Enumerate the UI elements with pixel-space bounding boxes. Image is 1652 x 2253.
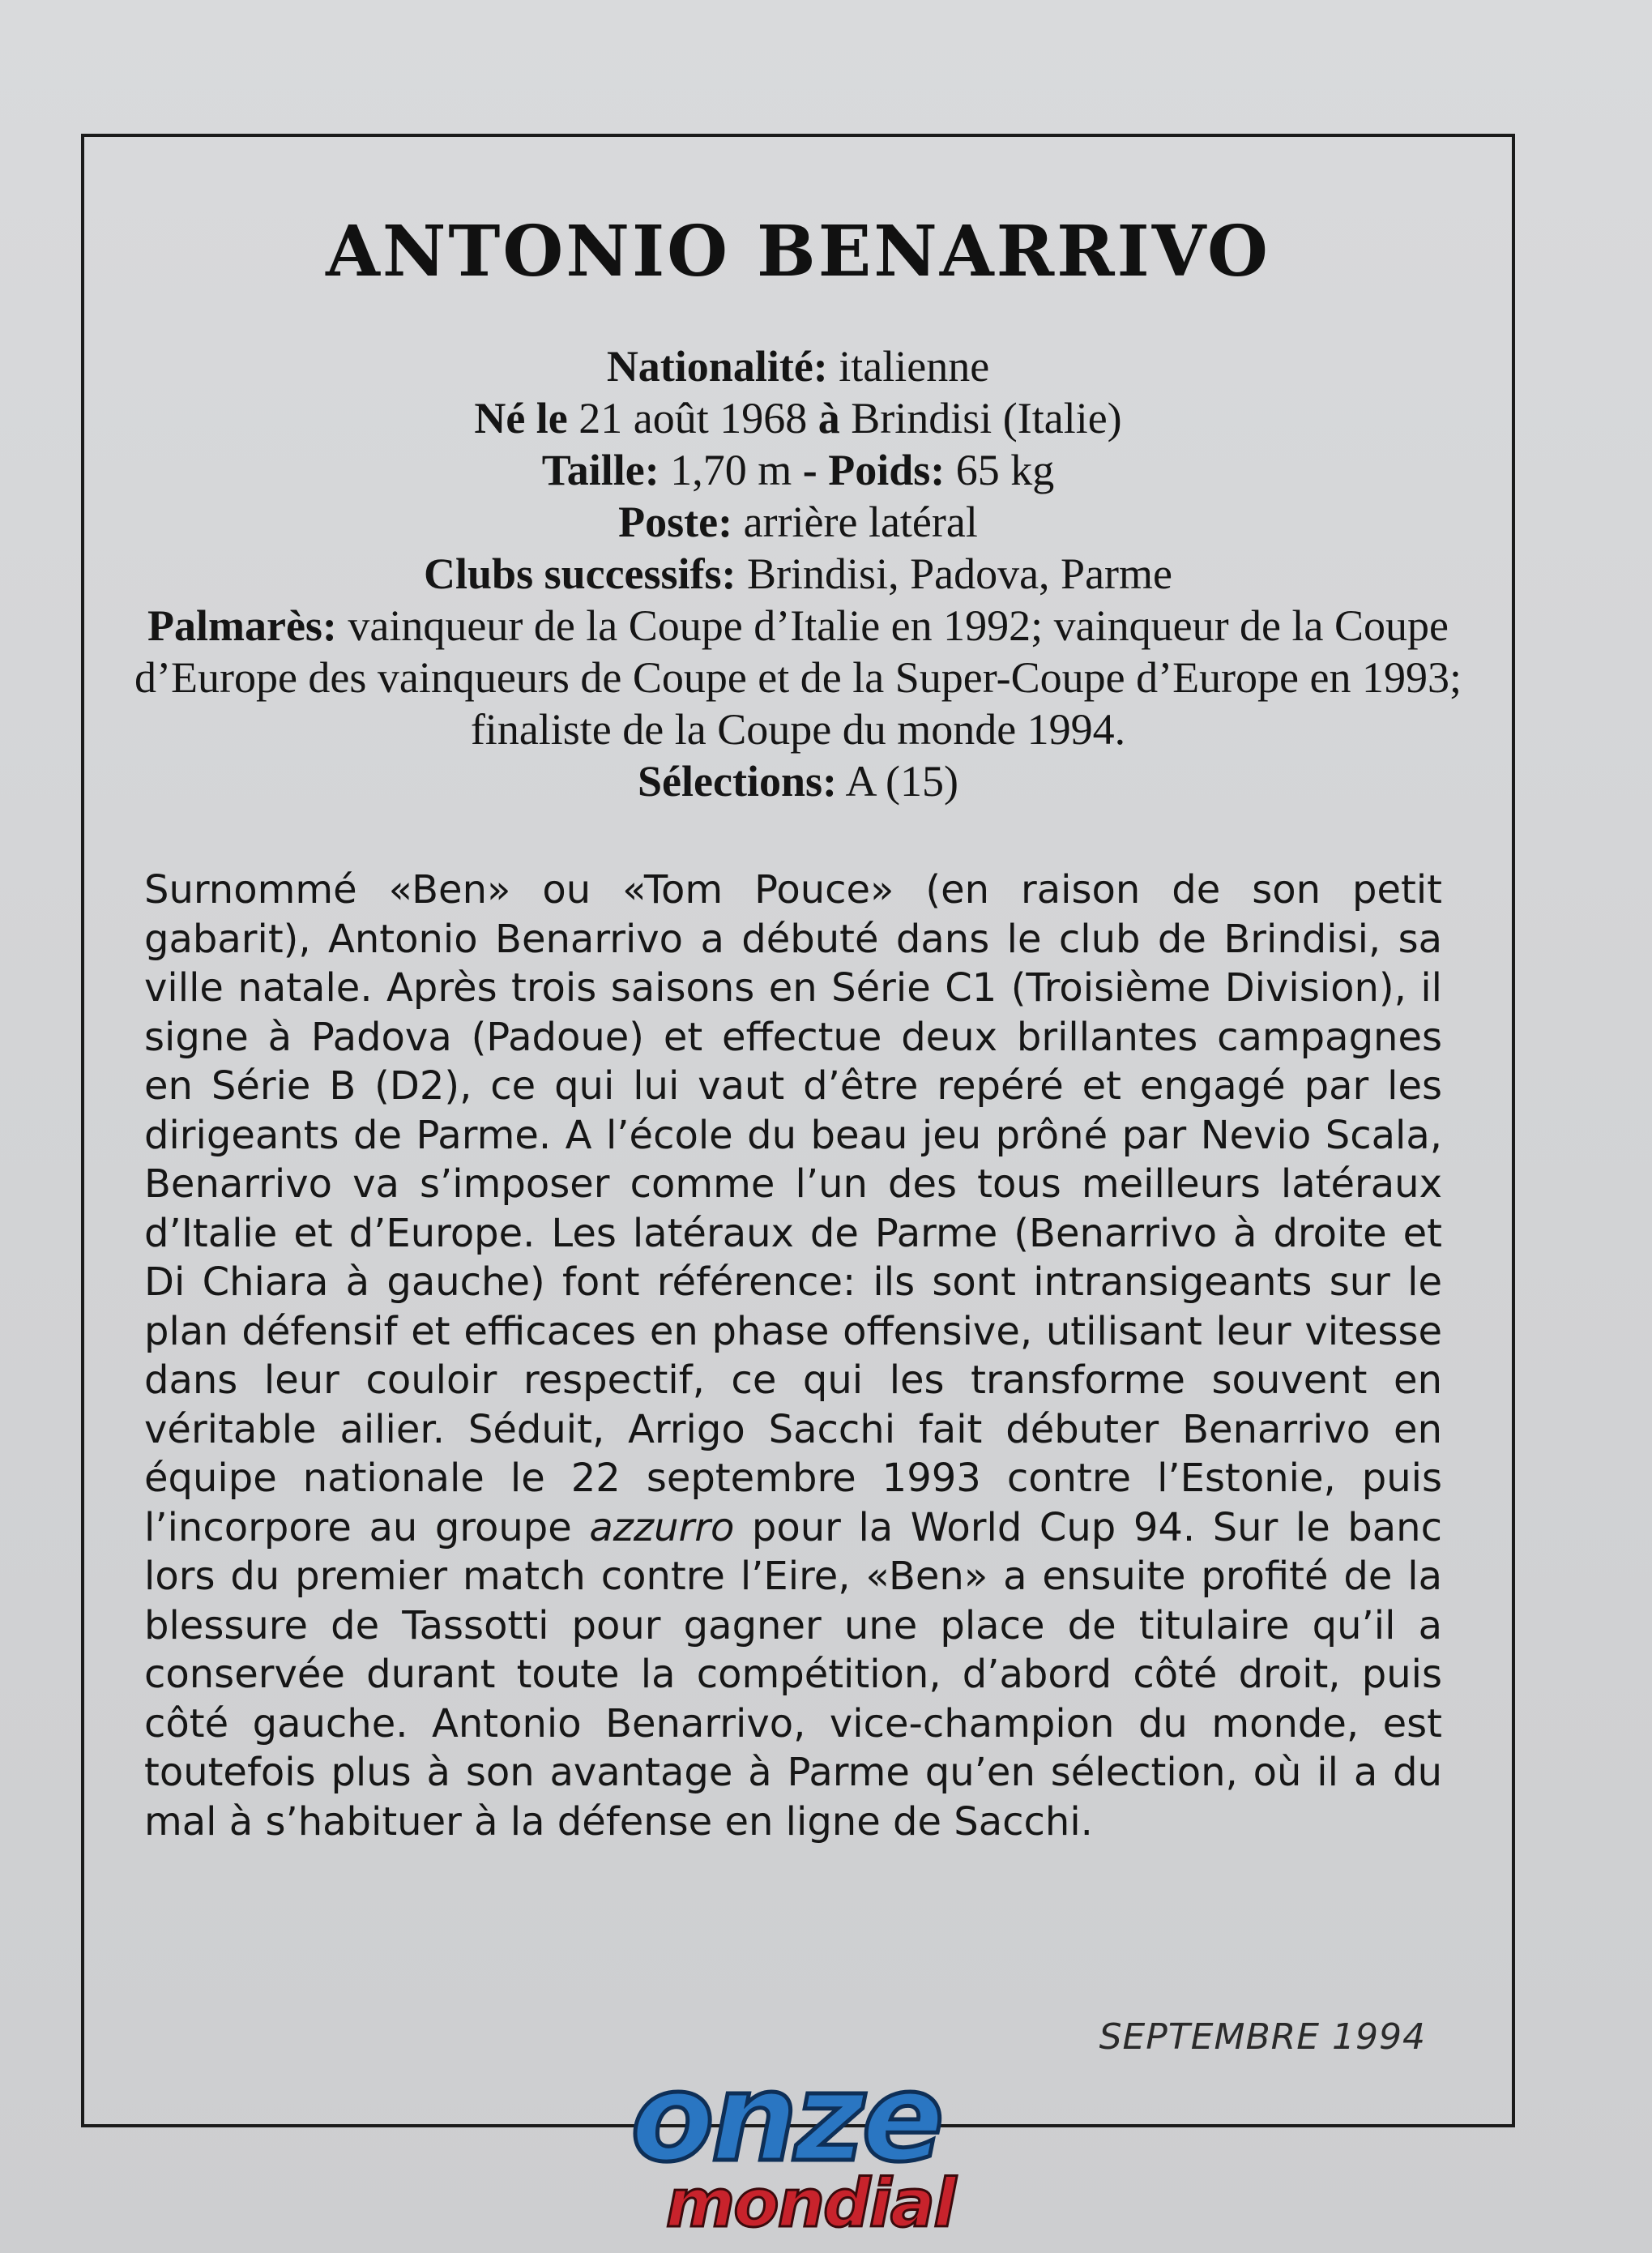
selections-label: Sélections:: [638, 757, 837, 806]
position-label: Poste:: [618, 498, 733, 546]
height-label: Taille:: [541, 446, 660, 494]
size-row: [122, 444, 1475, 496]
nationality-row: [122, 340, 1475, 392]
player-facts: [122, 340, 1475, 807]
clubs-value: Brindisi, Padova, Parme: [736, 549, 1172, 598]
player-name-title: ANTONIO BENARRIVO: [326, 211, 1270, 293]
onze-mondial-logo-graphic: [510, 2046, 1078, 2241]
bio-part-2: pour la World Cup 94. Sur le banc lors du premier match contre l’Eire, «Ben» a ensuite profité de la blessure de Tassotti pour gagner une place de titulaire qu’il a conservée durant toute la compétition, d’abord côté droit, puis côté gauche. Antonio Benarrivo, vice-champion du monde, est toutefois plus à son avantage à Parme qu’en sélection, où il a du mal à s’habituer à la défense en ligne de Sacchi.: [144, 1504, 1442, 1845]
position-row: [122, 496, 1475, 548]
publication-date: SEPTEMBRE 1994: [1099, 2016, 1426, 2058]
nationality-label: Nationalité:: [606, 342, 828, 391]
height-value: 1,70 m: [659, 446, 803, 494]
biography-text: [144, 866, 1442, 1846]
birth-row: [122, 392, 1475, 444]
bio-part-1: Surnommé «Ben» ou «Tom Pouce» (en raison de son petit gabarit), Antonio Benarrivo a débuté dans le club de Brindisi, sa ville natale. Après trois saisons en Série C1 (Troisième Division), il signe à Padova (Padoue) et effectue deux brillantes campagnes en Série B (D2), ce qui lui vaut d’être repéré et engagé par les dirigeants de Parme. A l’école du beau jeu prôné par Nevio Scala, Benarrivo va s’imposer comme l’un des tous meilleurs latéraux d’Italie et d’Europe. Les latéraux de Parme (Benarrivo à droite et Di Chiara à gauche) font référence: ils sont intransigeants sur le plan défensif et efficaces en phase offensive, utilisant leur vitesse dans leur couloir respectif, ce qui les transforme souvent en véritable ailier. Séduit, Arrigo Sacchi fait débuter Benarrivo en équipe nationale le 22 septembre 1993 contre l’Estonie, puis l’incorpore au groupe: [144, 867, 1442, 1550]
selections-row: [122, 755, 1475, 807]
bio-italic-word: azzurro: [589, 1504, 735, 1550]
weight-value: 65 kg: [945, 446, 1055, 494]
palmares-row: [122, 600, 1475, 755]
clubs-label: Clubs successifs:: [424, 549, 736, 598]
palmares-value: vainqueur de la Coupe d’Italie en 1992; vainqueur de la Coupe d’Europe des vainqueurs de Coupe et de la Super-Coupe d’Europe en 1993; finaliste de la Coupe du monde 1994.: [134, 601, 1462, 754]
onze-mondial-logo: [510, 2046, 1078, 2241]
position-value: arrière latéral: [732, 498, 978, 546]
born-label: Né le: [474, 394, 568, 442]
logo-word-onze: onze: [630, 2048, 941, 2189]
clubs-row: [122, 548, 1475, 600]
nationality-value: italienne: [827, 342, 990, 391]
born-at-label: à: [817, 394, 840, 442]
logo-word-mondial: mondial: [665, 2165, 955, 2241]
palmares-label: Palmarès:: [147, 601, 337, 650]
weight-label: - Poids:: [802, 446, 946, 494]
born-place: Brindisi (Italie): [839, 394, 1122, 442]
selections-value: A (15): [836, 757, 958, 806]
born-date: 21 août 1968: [567, 394, 818, 442]
